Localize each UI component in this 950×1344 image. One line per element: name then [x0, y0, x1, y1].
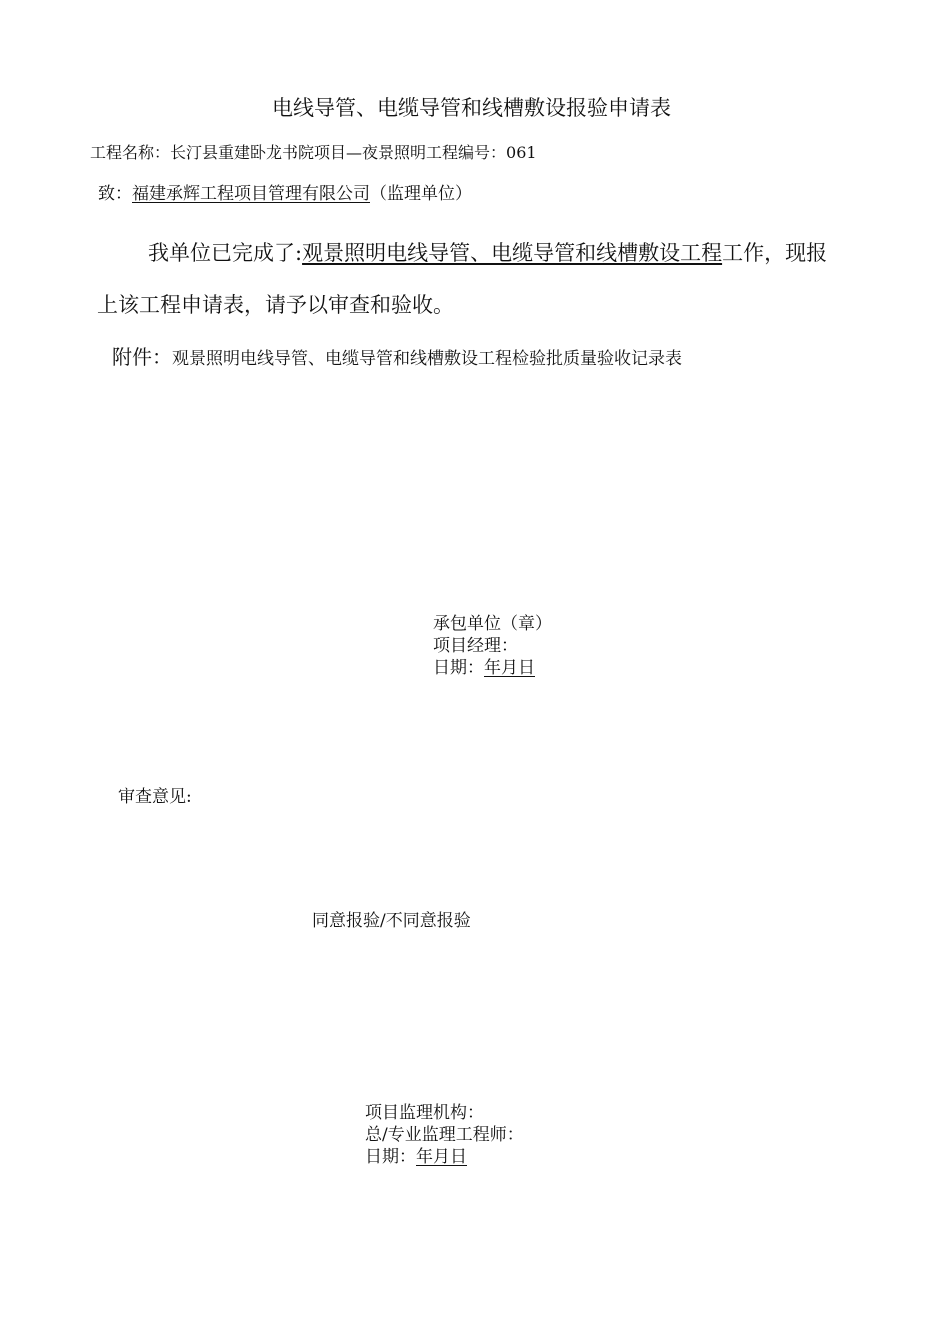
- project-manager: 项目经理：: [433, 636, 518, 656]
- attachment-text: 观景照明电线导管、电缆导管和线槽敷设工程检验批质量验收记录表: [172, 349, 682, 369]
- contractor-date-label: 日期：: [433, 658, 484, 678]
- supervision-date: [365, 1146, 524, 1168]
- project-info-line: [90, 143, 537, 162]
- recipient-company: 福建承辉工程项目管理有限公司: [132, 184, 370, 204]
- review-opinion-label: 审查意见:: [118, 787, 192, 807]
- recipient-role: （监理单位）: [370, 184, 472, 204]
- supervision-signature-block: [365, 1102, 524, 1168]
- contractor-signature-block: [433, 613, 552, 679]
- contractor-date: [433, 657, 552, 679]
- body-work-item: 观景照明电线导管、电缆导管和线槽敷设工程: [302, 241, 723, 265]
- recipient-prefix: 致：: [98, 184, 132, 204]
- contractor-date-value: 年月日: [484, 658, 535, 678]
- project-number-value: 061: [506, 143, 537, 162]
- project-name-value: 长汀县重建卧龙书院项目—夜景照明工程: [170, 143, 459, 162]
- review-decision: 同意报验/不同意报验: [312, 911, 471, 931]
- supervision-engineer: 总/专业监理工程师：: [365, 1125, 524, 1145]
- attachment-line: [112, 345, 682, 369]
- body-after-item: 工作，现报: [722, 241, 828, 265]
- project-name-label: 工程名称：: [90, 143, 171, 162]
- attachment-label: 附件：: [112, 345, 172, 369]
- document-title: 电线导管、电缆导管和线槽敷设报验申请表: [272, 96, 671, 120]
- project-number-label: 编号：: [458, 143, 507, 162]
- contractor-unit: 承包单位（章）: [433, 614, 552, 634]
- supervision-date-value: 年月日: [416, 1147, 467, 1167]
- supervision-org: 项目监理机构：: [365, 1103, 484, 1123]
- body-intro: 我单位已完成了:: [148, 241, 303, 265]
- body-paragraph-line2: 上该工程申请表，请予以审查和验收。: [97, 293, 454, 317]
- body-paragraph-line1: [148, 241, 827, 266]
- supervision-date-label: 日期：: [365, 1147, 416, 1167]
- recipient-line: [98, 184, 472, 204]
